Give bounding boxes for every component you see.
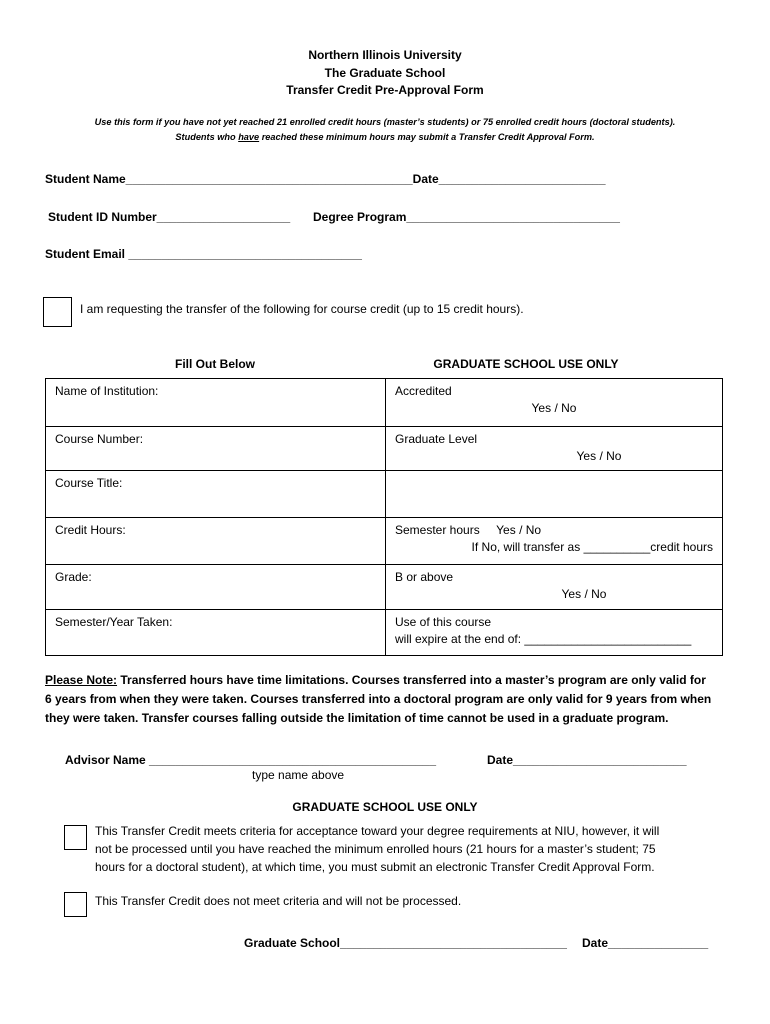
graduate-school-date-field[interactable]: Date_______________ — [582, 936, 709, 950]
intro-line-2-post: reached these minimum hours may submit a Transfer Credit Approval Form. — [259, 132, 595, 142]
graduate-level-yes-no[interactable]: Yes / No — [576, 449, 622, 463]
advisor-name-field[interactable]: Advisor Name ___________________________________________ — [65, 753, 437, 767]
b-or-above-cell — [386, 565, 723, 610]
semester-year-label: Semester/Year Taken: — [55, 615, 173, 629]
course-title-label: Course Title: — [55, 476, 123, 490]
table-row — [46, 471, 723, 518]
course-title-cell[interactable] — [46, 471, 386, 518]
meets-criteria-checkbox[interactable] — [64, 825, 87, 850]
graduate-school-signature-field[interactable]: Graduate School__________________________________ — [244, 936, 567, 950]
b-or-above-label: B or above — [395, 570, 454, 584]
grade-label: Grade: — [55, 570, 92, 584]
table-row — [46, 427, 723, 471]
transfer-course-table — [45, 378, 723, 656]
table-row — [46, 518, 723, 565]
course-number-label: Course Number: — [55, 432, 144, 446]
graduate-level-cell — [386, 427, 723, 471]
semester-year-cell[interactable] — [46, 610, 386, 656]
accredited-yes-no[interactable]: Yes / No — [531, 401, 577, 415]
meets-criteria-line-3: hours for a doctoral student), at which time, you must submit an electronic Transfer Credit Approval Form. — [95, 860, 655, 874]
fill-out-heading: Fill Out Below — [175, 357, 255, 371]
not-meet-criteria-checkbox[interactable] — [64, 892, 87, 917]
note-line-3: they were taken. Transfer courses falling outside the limitation of time cannot be used in a graduate program. — [45, 711, 669, 725]
institution-cell[interactable] — [46, 379, 386, 427]
table-row — [46, 610, 723, 656]
note-line-1 — [45, 670, 706, 690]
advisor-date-field[interactable]: Date__________________________ — [487, 753, 687, 767]
expiration-cell — [386, 610, 723, 656]
credit-hours-label: Credit Hours: — [55, 523, 126, 537]
request-text: I am requesting the transfer of the following for course credit (up to 15 credit hours). — [80, 302, 524, 316]
note-line-2: 6 years from when they were taken. Courses transferred into a doctoral program are only valid for 9 years from when — [45, 692, 712, 706]
grad-use-heading: GRADUATE SCHOOL USE ONLY — [292, 800, 478, 814]
intro-line-1: Use this form if you have not yet reached 21 enrolled credit hours (master’s students) or 75 enrolled credit hours (doctoral students). — [94, 117, 676, 127]
table-row — [46, 565, 723, 610]
intro-line-2 — [0, 132, 770, 142]
course-number-cell[interactable] — [46, 427, 386, 471]
intro-line-2-underlined: have — [238, 132, 260, 142]
grad-use-heading-table: GRADUATE SCHOOL USE ONLY — [433, 357, 619, 371]
grade-cell[interactable] — [46, 565, 386, 610]
semester-hours-cell — [386, 518, 723, 565]
meets-criteria-line-1: This Transfer Credit meets criteria for acceptance toward your degree requirements at NIU, however, it will — [95, 824, 660, 838]
student-name-date-field[interactable]: Student Name___________________________________________Date_________________________ — [45, 172, 606, 186]
credit-hours-cell[interactable] — [46, 518, 386, 565]
expiration-field[interactable]: will expire at the end of: _________________________ — [395, 632, 692, 646]
student-email-field[interactable]: Student Email ___________________________________ — [45, 247, 362, 261]
request-checkbox[interactable] — [43, 297, 72, 327]
table-row — [46, 379, 723, 427]
accredited-cell — [386, 379, 723, 427]
university-name: Northern Illinois University — [308, 48, 462, 62]
degree-program-field[interactable]: Degree Program________________________________ — [313, 210, 620, 224]
not-meet-criteria-text: This Transfer Credit does not meet criteria and will not be processed. — [95, 894, 462, 908]
school-name: The Graduate School — [324, 66, 446, 80]
course-title-grad-cell — [386, 471, 723, 518]
transfer-as-credit-hours[interactable]: If No, will transfer as __________credit hours — [471, 540, 713, 554]
accredited-label: Accredited — [395, 384, 452, 398]
student-id-field[interactable]: Student ID Number____________________ — [48, 210, 291, 224]
form-title: Transfer Credit Pre-Approval Form — [286, 83, 484, 97]
intro-line-2-pre: Students who — [175, 132, 239, 142]
meets-criteria-line-2: not be processed until you have reached the minimum enrolled hours (21 hours for a master’s student; 75 — [95, 842, 656, 856]
b-or-above-yes-no[interactable]: Yes / No — [561, 587, 607, 601]
institution-label: Name of Institution: — [55, 384, 159, 398]
expiration-label: Use of this course — [395, 615, 492, 629]
note-label: Please Note: — [45, 673, 118, 687]
semester-hours-label: Semester hours Yes / No — [395, 523, 542, 537]
note-line-1-text: Transferred hours have time limitations. Courses transferred into a master’s program are only valid for — [117, 673, 706, 687]
graduate-level-label: Graduate Level — [395, 432, 478, 446]
advisor-name-hint: type name above — [252, 768, 345, 782]
